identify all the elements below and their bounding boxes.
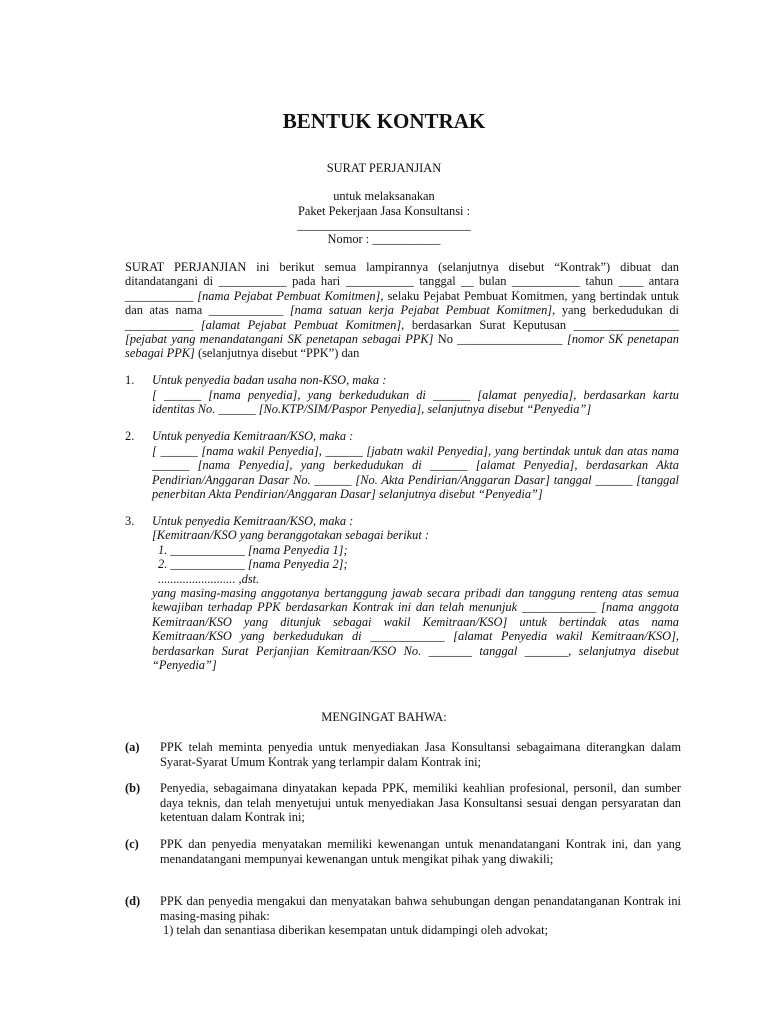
section-heading: MENGINGAT BAHWA: — [321, 710, 447, 724]
clause-label: (c) — [125, 837, 139, 851]
clause-text: Penyedia, sebagaimana dinyatakan kepada PPK, memiliki keahlian profesional, personil, dan sumber daya teknis, dan telah menyetujui untuk menyediakan Jasa Konsultansi sesuai dengan persyaratan dan ketentuan dalam Kontrak ini; — [160, 781, 681, 825]
header-line-2: Paket Pekerjaan Jasa Konsultansi : — [297, 204, 471, 218]
member-2: 2. ____________ [nama Penyedia 2]; — [158, 557, 348, 571]
intro-text-2: [nama Pejabat Pembuat Komitmen] — [197, 288, 381, 303]
contract-number: Nomor : ___________ — [327, 232, 441, 246]
intro-text-4: [nama satuan kerja Pejabat Pembuat Komitmen] — [289, 303, 553, 318]
clause-text: PPK telah meminta penyedia untuk menyediakan Jasa Konsultansi sebagaimana diterangkan dalam Syarat-Syarat Umum Kontrak yang terlampir dalam Kontrak ini; — [160, 740, 681, 769]
intro-text-8: [pejabat yang menandatangani SK penetapan sebagai PPK] — [125, 332, 434, 347]
header-line-1: untuk melaksanakan — [333, 189, 435, 203]
item-line-1: [Kemitraan/KSO yang beranggotakan sebagai berikut : — [152, 528, 430, 542]
document-subtitle: SURAT PERJANJIAN — [326, 161, 442, 175]
intro-text-3: , selaku Pejabat Pembuat Komitmen, yang bertindak untuk dan atas nama ____________ — [125, 288, 680, 318]
item-heading: Untuk penyedia Kemitraan/KSO, maka : — [152, 429, 354, 443]
member-1: 1. ____________ [nama Penyedia 1]; — [158, 543, 348, 557]
item-number: 3. — [125, 514, 135, 528]
item-text: [ ______ [nama wakil Penyedia], ______ [jabatn wakil Penyedia], yang bertindak untuk dan atas nama ______ [nama Penyedia], yang berkedudukan di ______ [alamat Penyedia], berdasarkan Akta Pendirian/Anggaran Dasar No. ______ [No. Akta Pendirian/Anggaran Dasar] tanggal ______ [tanggal penerbitan Akta Pendirian/Anggaran Dasar] selanjutnya disebut “Penyedia”] — [152, 444, 679, 502]
clause-label: (d) — [125, 894, 141, 908]
intro-text-7: , berdasarkan Surat Keputusan _________________ — [401, 317, 680, 332]
intro-paragraph — [125, 260, 679, 361]
intro-text-5: , yang berkedudukan di ___________ — [125, 303, 679, 332]
intro-text-6: [alamat Pejabat Pembuat Komitmen] — [200, 317, 402, 332]
header-line-3: ____________________________ — [297, 218, 471, 232]
item-number: 2. — [125, 429, 135, 443]
clause-label: (b) — [125, 781, 141, 795]
clause-label: (a) — [125, 740, 140, 754]
intro-text-1: SURAT PERJANJIAN ini berikut semua lampirannya (selanjutnya disebut “Kontrak”) dibuat dan ditandatangani di ___________ pada hari ___________ tanggal __ bulan ___________ tahun ____ antara ___________ — [125, 260, 679, 303]
item-number: 1. — [125, 373, 135, 387]
document-title: BENTUK KONTRAK — [282, 109, 486, 133]
intro-text-10: [nomor SK penetapan sebagai PPK] — [125, 332, 679, 361]
intro-text-9: No _________________ — [433, 332, 567, 347]
item-heading: Untuk penyedia badan usaha non-KSO, maka : — [152, 373, 387, 387]
clause-text: PPK dan penyedia menyatakan memiliki kewenangan untuk menandatangani Kontrak ini, dan yang menandatangani mempunyai kewenangan untuk mengikat pihak yang diwakili; — [160, 837, 681, 866]
intro-text-11: (selanjutnya disebut “PPK”) dan — [194, 346, 360, 361]
member-etc: ......................... ,dst. — [158, 572, 260, 586]
item-text: yang masing-masing anggotanya bertanggung jawab secara pribadi dan tanggung renteng atas semua kewajiban terhadap PPK berdasarkan Kontrak ini dan telah menunjuk ____________ [nama anggota Kemitraan/KSO yang ditunjuk sebagai wakil Kemitraan/KSO] untuk bertindak atas nama Kemitraan/KSO yang berkedudukan di ____________ [alamat Penyedia wakil Kemitraan/KSO], berdasarkan Surat Perjanjian Kemitraan/KSO No. _______ tanggal _______, selanjutnya disebut “Penyedia”] — [152, 586, 679, 673]
item-heading: Untuk penyedia Kemitraan/KSO, maka : — [152, 514, 354, 528]
sub-clause-1: 1) telah dan senantiasa diberikan kesempatan untuk didampingi oleh advokat; — [163, 923, 549, 937]
item-text: [ ______ [nama penyedia], yang berkedudukan di ______ [alamat penyedia], berdasarkan kartu identitas No. ______ [No.KTP/SIM/Paspor Penyedia], selanjutnya disebut “Penyedia”] — [152, 388, 679, 417]
clause-text: PPK dan penyedia mengakui dan menyatakan bahwa sehubungan dengan penandatanganan Kontrak ini masing-masing pihak: — [160, 894, 681, 923]
